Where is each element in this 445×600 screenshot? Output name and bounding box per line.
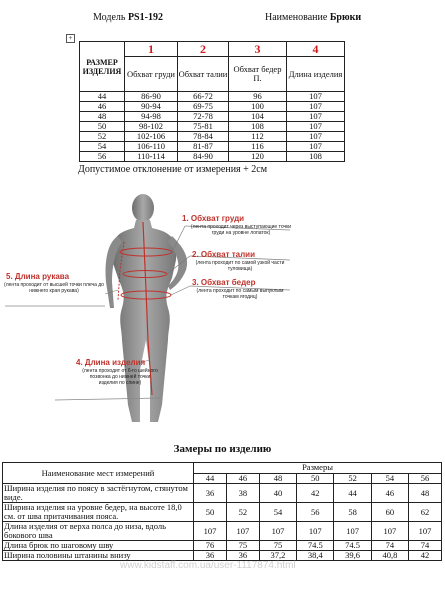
table-row xyxy=(80,42,345,57)
cell: 56 xyxy=(297,503,334,522)
col-number: 2 xyxy=(178,42,229,57)
table-row xyxy=(80,102,345,112)
cell: 74.5 xyxy=(334,541,371,551)
move-handle-icon[interactable]: + xyxy=(66,34,75,43)
table-row xyxy=(80,142,345,152)
cell: 72-78 xyxy=(178,112,229,122)
column-header: Обхват бедер П. xyxy=(229,57,287,92)
cell: 108 xyxy=(287,152,345,162)
chest-girth-desc: (лента проходит через выступающие точки груди на уровне лопаток) xyxy=(190,224,292,236)
sleeve-length-title: 5. Длина рукава xyxy=(6,272,70,281)
cell: 75-81 xyxy=(178,122,229,132)
col-number: 3 xyxy=(229,42,287,57)
cell: 75 xyxy=(259,541,296,551)
size-header-cell: 56 xyxy=(409,473,442,484)
cell: 46 xyxy=(80,102,125,112)
cell: 56 xyxy=(80,152,125,162)
column-header: Длина изделия xyxy=(287,57,345,92)
row-name: Длина брюк по шаговому шву xyxy=(3,541,194,551)
cell: 46 xyxy=(371,484,408,503)
cell: 66-72 xyxy=(178,92,229,102)
cell: 107 xyxy=(226,522,259,541)
cell: 74.5 xyxy=(297,541,334,551)
cell: 74 xyxy=(409,541,442,551)
cell: 36 xyxy=(194,551,227,561)
hip-girth-desc: (лента проходит по самым выпуклым точкам ягодиц) xyxy=(196,288,284,300)
cell: 107 xyxy=(287,132,345,142)
cell: 120 xyxy=(229,152,287,162)
product-table-title: Замеры по изделию xyxy=(173,443,272,455)
cell: 107 xyxy=(259,522,296,541)
cell: 84-90 xyxy=(178,152,229,162)
cell: 78-84 xyxy=(178,132,229,142)
product-name-label: Наименование Брюки xyxy=(265,12,362,23)
cell: 37,2 xyxy=(259,551,296,561)
size-header-cell: 46 xyxy=(226,473,259,484)
cell: 54 xyxy=(80,142,125,152)
size-header-cell: 50 xyxy=(297,473,334,484)
cell: 107 xyxy=(287,142,345,152)
size-header: РАЗМЕР ИЗДЕЛИЯ xyxy=(80,42,125,92)
col-number: 4 xyxy=(287,42,345,57)
model-label: Модель PS1-192 xyxy=(93,12,163,23)
cell: 90-94 xyxy=(125,102,178,112)
cell: 86-90 xyxy=(125,92,178,102)
cell: 62 xyxy=(409,503,442,522)
cell: 107 xyxy=(287,122,345,132)
cell: 38 xyxy=(226,484,259,503)
cell: 48 xyxy=(80,112,125,122)
garment-length-desc: (лента проходит от 6-го шейного позвонка до нижней точки изделия по спине) xyxy=(82,368,158,386)
size-header-cell: 52 xyxy=(334,473,371,484)
cell: 116 xyxy=(229,142,287,152)
cell: 42 xyxy=(297,484,334,503)
waist-girth-title: 2. Обхват талии xyxy=(192,250,255,259)
cell: 54 xyxy=(259,503,296,522)
cell: 50 xyxy=(194,503,227,522)
waist-girth-desc: (лента проходит по самой узкой части туловища) xyxy=(195,260,285,272)
cell: 38,4 xyxy=(297,551,334,561)
row-name: Длина изделия от верха полса до низа, вдоль бокового шва xyxy=(3,522,194,541)
cell: 96 xyxy=(229,92,287,102)
watermark: www.kidstaff.com.ua/user-1117874.html xyxy=(120,560,296,571)
table-row xyxy=(80,132,345,142)
table-row xyxy=(3,522,442,541)
row-name: Ширина изделия на уровне бедер, на высоте 18,0 см. от шва притачивания пояса. xyxy=(3,503,194,522)
cell: 107 xyxy=(287,92,345,102)
cell: 104 xyxy=(229,112,287,122)
cell: 36 xyxy=(194,484,227,503)
name-header: Наименование мест измерений xyxy=(3,463,194,484)
cell: 76 xyxy=(194,541,227,551)
cell: 52 xyxy=(226,503,259,522)
cell: 112 xyxy=(229,132,287,142)
table-row xyxy=(3,463,442,474)
column-header: Обхват талии xyxy=(178,57,229,92)
cell: 81-87 xyxy=(178,142,229,152)
row-name: Ширина половины штанины внизу xyxy=(3,551,194,561)
row-name: Ширина изделия по поясу в застёгнутом, стянутом виде. xyxy=(3,484,194,503)
cell: 107 xyxy=(334,522,371,541)
chest-girth-title: 1. Обхват груди xyxy=(182,214,245,223)
cell: 75 xyxy=(226,541,259,551)
cell: 100 xyxy=(229,102,287,112)
cell: 102-106 xyxy=(125,132,178,142)
cell: 107 xyxy=(371,522,408,541)
cell: 52 xyxy=(80,132,125,142)
table-row xyxy=(3,484,442,503)
sleeve-length-desc: (лента проходит от высшей точки плеча до нижнего края рукава) xyxy=(4,282,104,294)
cell: 40 xyxy=(259,484,296,503)
table-row xyxy=(3,541,442,551)
table-row xyxy=(80,92,345,102)
table-row xyxy=(80,112,345,122)
table-row xyxy=(80,152,345,162)
cell: 58 xyxy=(334,503,371,522)
cell: 39,6 xyxy=(334,551,371,561)
cell: 94-98 xyxy=(125,112,178,122)
cell: 106-110 xyxy=(125,142,178,152)
table-row xyxy=(80,122,345,132)
cell: 50 xyxy=(80,122,125,132)
hip-girth-title: 3. Обхват бедер xyxy=(192,278,256,287)
measurement-figure xyxy=(0,190,445,430)
cell: 40,8 xyxy=(371,551,408,561)
cell: 110-114 xyxy=(125,152,178,162)
cell: 44 xyxy=(334,484,371,503)
cell: 69-75 xyxy=(178,102,229,112)
size-header-cell: 44 xyxy=(194,473,227,484)
garment-length-title: 4. Длина изделия xyxy=(76,358,146,367)
cell: 74 xyxy=(371,541,408,551)
cell: 107 xyxy=(409,522,442,541)
cell: 108 xyxy=(229,122,287,132)
col-number: 1 xyxy=(125,42,178,57)
table-row xyxy=(3,551,442,561)
size-header-cell: 48 xyxy=(259,473,296,484)
cell: 36 xyxy=(226,551,259,561)
cell: 107 xyxy=(297,522,334,541)
product-table xyxy=(2,462,442,561)
cell: 42 xyxy=(409,551,442,561)
cell: 48 xyxy=(409,484,442,503)
cell: 107 xyxy=(287,112,345,122)
cell: 44 xyxy=(80,92,125,102)
column-header: Обхват груди xyxy=(125,57,178,92)
tolerance-note: Допустимое отклонение от измерения + 2см xyxy=(78,164,268,175)
size-table xyxy=(79,41,345,162)
size-header-cell: 54 xyxy=(371,473,408,484)
sizes-header: Размеры xyxy=(194,463,442,474)
cell: 107 xyxy=(287,102,345,112)
cell: 107 xyxy=(194,522,227,541)
table-row xyxy=(3,503,442,522)
cell: 98-102 xyxy=(125,122,178,132)
cell: 60 xyxy=(371,503,408,522)
